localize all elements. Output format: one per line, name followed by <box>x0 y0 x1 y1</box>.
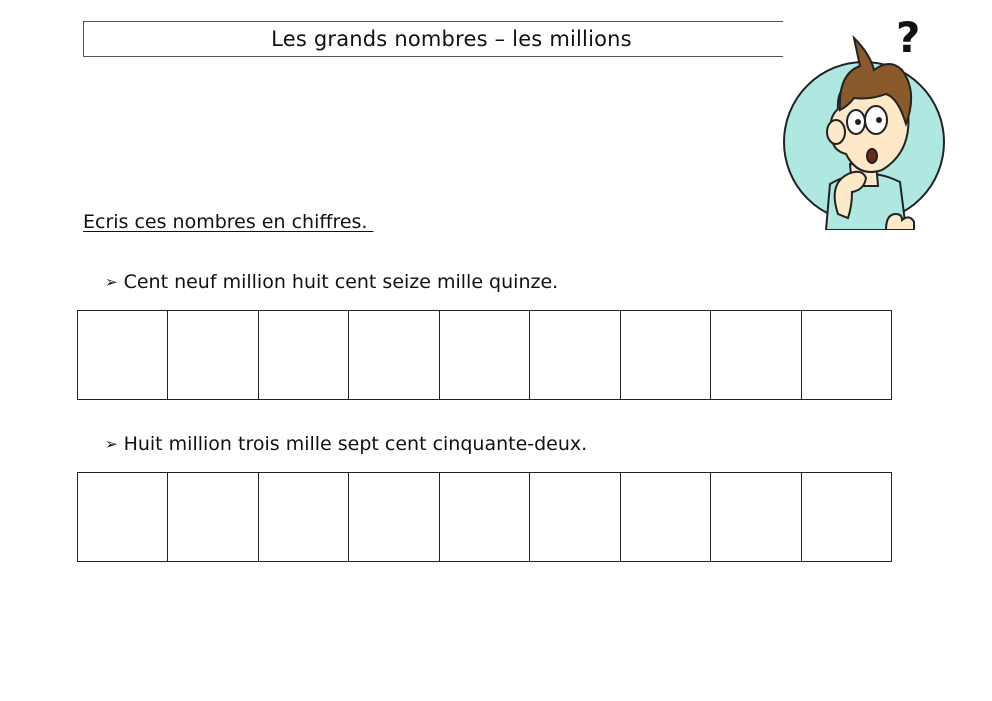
answer-cell[interactable] <box>530 473 620 561</box>
answer-cell[interactable] <box>259 311 349 399</box>
answer-cell[interactable] <box>530 311 620 399</box>
answer-cell[interactable] <box>802 311 891 399</box>
arrow-bullet-icon: ➢ <box>105 435 118 453</box>
answer-cell[interactable] <box>440 311 530 399</box>
exercise-1 <box>105 271 558 293</box>
illustration-ear <box>827 120 845 144</box>
arrow-bullet-icon: ➢ <box>105 273 118 291</box>
exercise-1-text: Cent neuf million huit cent seize mille quinze. <box>123 271 559 293</box>
answer-cell[interactable] <box>349 473 439 561</box>
thinking-man-icon <box>778 14 950 230</box>
answer-cell[interactable] <box>621 311 711 399</box>
exercise-2-text: Huit million trois mille sept cent cinquante-deux. <box>123 433 588 455</box>
answer-cell[interactable] <box>78 311 168 399</box>
answer-cell[interactable] <box>621 473 711 561</box>
illustration-pupil-left <box>855 119 861 125</box>
illustration-pupil-right <box>876 117 882 123</box>
question-mark: ? <box>896 14 921 62</box>
answer-cell[interactable] <box>168 311 258 399</box>
answer-grid-2 <box>77 472 892 562</box>
answer-cell[interactable] <box>78 473 168 561</box>
page-title: Les grands nombres – les millions <box>271 27 632 51</box>
answer-cell[interactable] <box>168 473 258 561</box>
illustration-fingers <box>886 214 914 230</box>
exercise-2 <box>105 433 587 455</box>
answer-cell[interactable] <box>259 473 349 561</box>
answer-cell[interactable] <box>711 311 801 399</box>
answer-cell[interactable] <box>349 311 439 399</box>
answer-grid-1 <box>77 310 892 400</box>
answer-cell[interactable] <box>802 473 891 561</box>
answer-cell[interactable] <box>711 473 801 561</box>
instruction: Ecris ces nombres en chiffres. <box>83 211 374 233</box>
illustration-mouth <box>867 149 877 163</box>
title-box <box>83 21 783 57</box>
answer-cell[interactable] <box>440 473 530 561</box>
